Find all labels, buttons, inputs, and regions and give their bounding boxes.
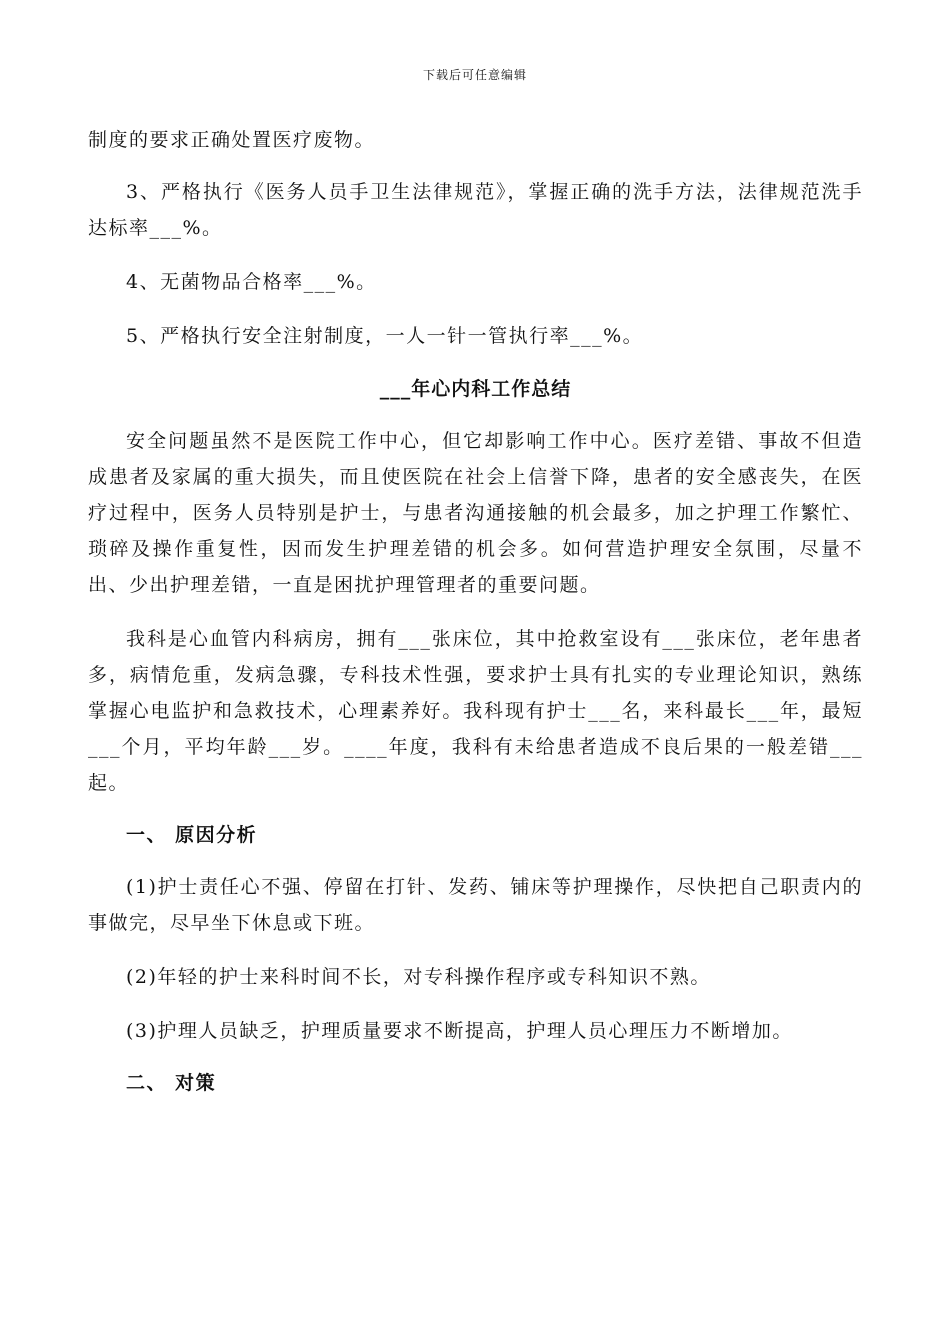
department-paragraph: 我科是心血管内科病房，拥有___张床位，其中抢救室设有___张床位，老年患者多，病情危重，发病急骤，专科技术性强，要求护士具有扎实的专业理论知识，熟练掌握心电监护和急救技术，心理素养好。我科现有护士___名，来科最长___年，最短___个月，平均年龄___岁。____年度，我科有未给患者造成不良后果的一般差错___起。 bbox=[88, 628, 863, 794]
list-item-safe-injection: 5、严格执行安全注射制度，一人一针一管执行率___%。 bbox=[126, 325, 644, 347]
list-item-hand-hygiene: 3、严格执行《医务人员手卫生法律规范》，掌握正确的洗手方法，法律规范洗手达标率___%。 bbox=[88, 181, 863, 239]
document-title: ___年心内科工作总结 bbox=[379, 378, 572, 400]
cause-item-2: (2)年轻的护士来科时间不长，对专科操作程序或专科知识不熟。 bbox=[126, 966, 711, 988]
cause-item-3: (3)护理人员缺乏，护理质量要求不断提高，护理人员心理压力不断增加。 bbox=[126, 1020, 793, 1042]
section-heading-cause-analysis: 一、 原因分析 bbox=[126, 824, 258, 846]
cause-item-1: (1)护士责任心不强、停留在打针、发药、铺床等护理操作，尽快把自己职责内的事做完，尽早坐下休息或下班。 bbox=[88, 876, 863, 934]
paragraph-continuation: 制度的要求正确处置医疗废物。 bbox=[88, 129, 376, 151]
document-body bbox=[88, 122, 863, 1101]
section-heading-countermeasures: 二、 对策 bbox=[126, 1072, 217, 1094]
list-item-sterile-goods: 4、无菌物品合格率___%。 bbox=[126, 271, 377, 293]
intro-paragraph: 安全问题虽然不是医院工作中心，但它却影响工作中心。医疗差错、事故不但造成患者及家属的重大损失，而且使医院在社会上信誉下降，患者的安全感丧失，在医疗过程中，医务人员特别是护士，与患者沟通接触的机会最多，加之护理工作繁忙、琐碎及操作重复性，因而发生护理差错的机会多。如何营造护理安全氛围，尽量不出、少出护理差错，一直是困扰护理管理者的重要问题。 bbox=[88, 430, 863, 596]
page-header-note: 下载后可任意编辑 bbox=[422, 68, 527, 82]
